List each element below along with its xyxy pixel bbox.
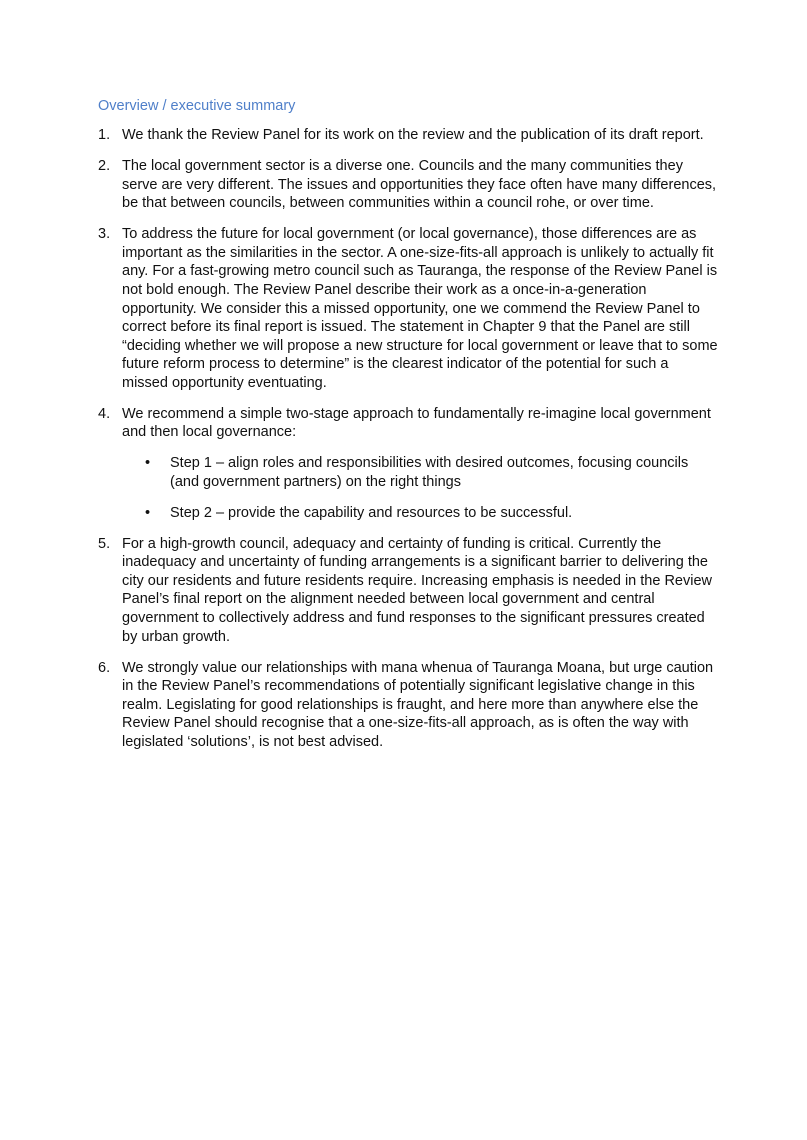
item-text: For a high-growth council, adequacy and certainty of funding is critical. Currently the inadequacy and uncertainty of funding arrangements is a significant barrier to delivering the city our residents and future residents require. Increasing emphasis is needed in the Review Panel’s final report on the alignment needed between local government and central government to collectively address and fund responses to the significant pressures created by urban growth. bbox=[122, 535, 712, 645]
bullet-item bbox=[122, 454, 718, 491]
list-item bbox=[98, 535, 718, 647]
item-number: 6. bbox=[98, 659, 111, 676]
list-item bbox=[98, 405, 718, 522]
item-text: We thank the Review Panel for its work on the review and the publication of its draft report. bbox=[122, 127, 704, 143]
item-number: 3. bbox=[98, 226, 111, 243]
list-item bbox=[98, 659, 718, 752]
bullet-text: Step 1 – align roles and responsibilities with desired outcomes, focusing councils (and government partners) on the right things bbox=[170, 455, 689, 490]
bullet-item bbox=[122, 504, 718, 523]
bullet-list bbox=[122, 454, 718, 522]
item-number: 5. bbox=[98, 535, 111, 552]
item-text: The local government sector is a diverse one. Councils and the many communities they serve are very different. The issues and opportunities they face often have many differences, be that between councils, between communities within a council rohe, or over time. bbox=[122, 157, 717, 212]
item-text: We recommend a simple two-stage approach to fundamentally re-imagine local government and then local governance: bbox=[122, 405, 711, 441]
item-text: To address the future for local government (or local governance), those differences are as important as the similarities in the sector. A one-size-fits-all approach is unlikely to actually fit any. For a fast-growing metro council such as Tauranga, the response of the Review Panel is not bold enough. The Review Panel describe their work as a once-in-a-generation opportunity. We consider this a missed opportunity, one we commend the Review Panel to correct before its final report is issued. The statement in Chapter 9 that the Panel are still “deciding whether we will propose a new structure for local government or leave that to some future reform process to determine” is the clearest indicator of the potential for such a missed opportunity eventuating. bbox=[122, 226, 718, 391]
item-number: 4. bbox=[98, 405, 111, 422]
bullet-icon: • bbox=[145, 504, 151, 521]
item-number: 2. bbox=[98, 157, 111, 174]
numbered-list bbox=[98, 126, 718, 764]
item-text: We strongly value our relationships with mana whenua of Tauranga Moana, but urge caution in the Review Panel’s recommendations of potentially significant legislative change in this realm. Legislating for good relationships is fraught, and here more than anywhere else the Review Panel should recognise that a one-size-fits-all approach, as is often the way with legislated ‘solutions’, is not best advised. bbox=[122, 659, 714, 750]
section-heading: Overview / executive summary bbox=[98, 98, 296, 114]
list-item bbox=[98, 225, 718, 392]
bullet-text: Step 2 – provide the capability and resources to be successful. bbox=[170, 504, 573, 521]
item-number: 1. bbox=[98, 127, 111, 143]
list-item bbox=[98, 126, 718, 145]
list-item bbox=[98, 157, 718, 213]
bullet-icon: • bbox=[145, 455, 151, 472]
